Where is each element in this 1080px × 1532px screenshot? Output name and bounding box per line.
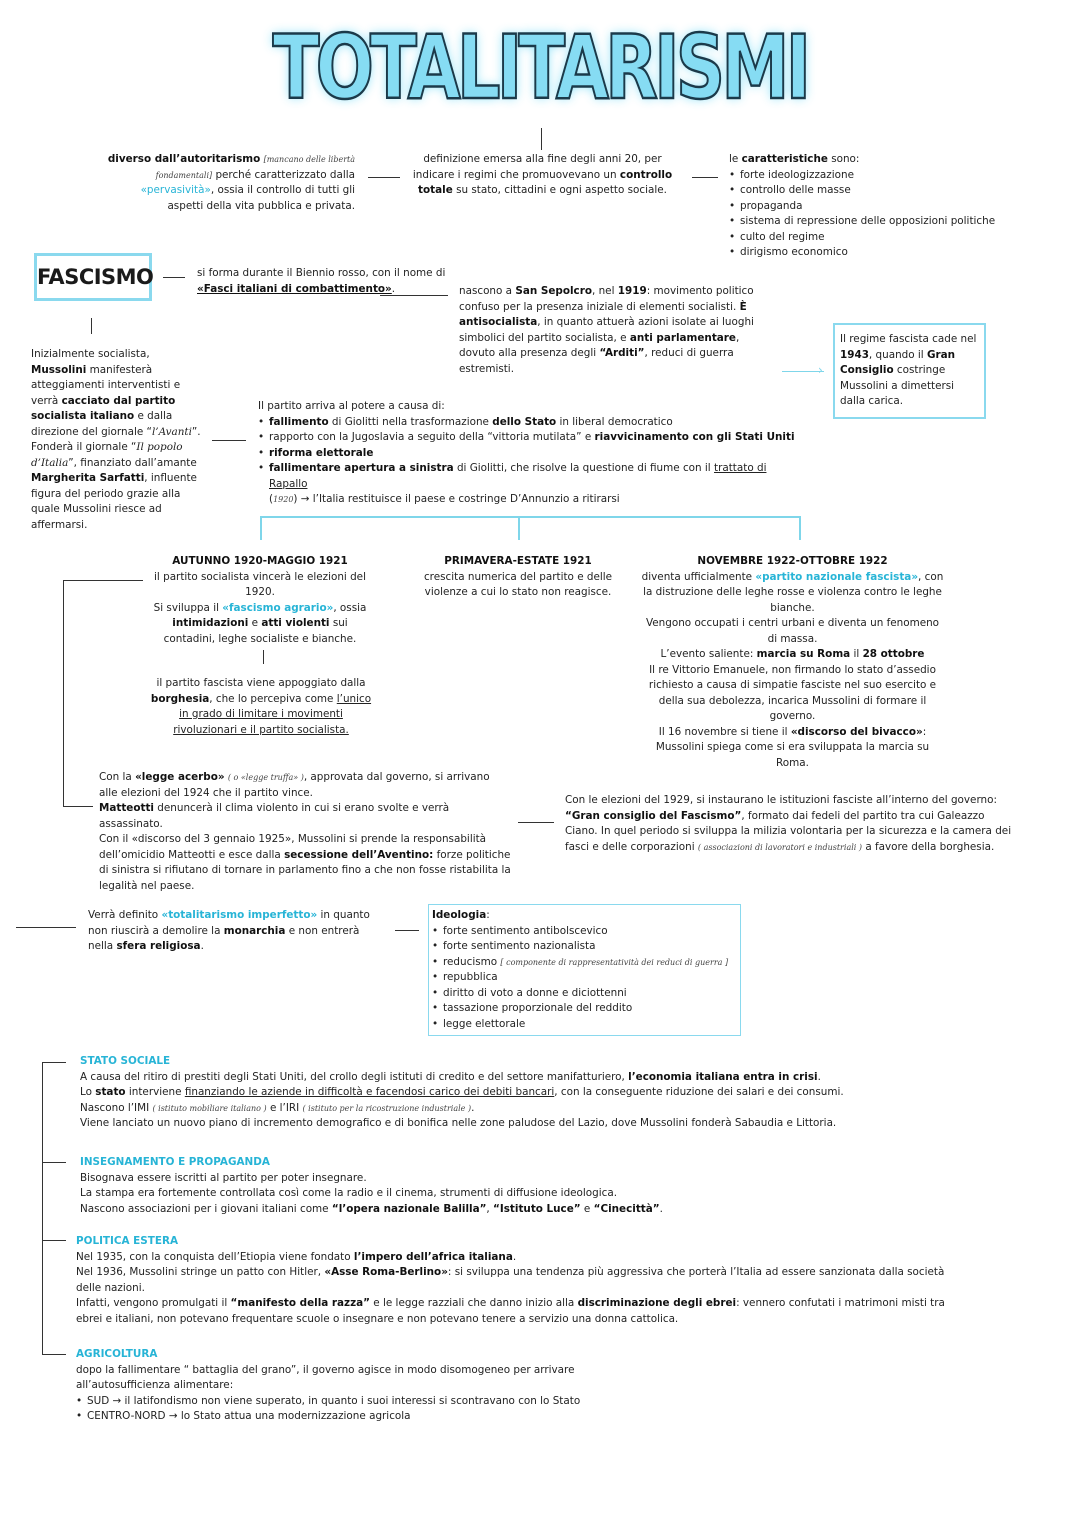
connector (692, 177, 718, 178)
list-item: • legge elettorale (432, 1017, 737, 1033)
period-header: AUTUNNO 1920-MAGGIO 1921 (172, 555, 348, 567)
list-item: • SUD → il latifondismo non viene superato, in quanto i suoi interessi si scontravano con lo Stato (76, 1394, 596, 1410)
section-agricoltura: AGRICOLTURA dopo la fallimentare “ battaglia del grano”, il governo agisce in modo disomogeneo per arrivare all’autosufficienza alimentare: • SUD → il latifondismo non viene superato, in quanto i suoi interessi si scontravano con lo Stato • CENTRO-NORD → lo Stato attua una modernizzazione agricola (76, 1347, 596, 1425)
bracket-line (799, 516, 801, 540)
list-item: • culto del regime (729, 230, 1029, 246)
ideologia-box: Ideologia: • forte sentimento antibolscevico • forte sentimento nazionalista • reducismo [ componente di rappresentatività dei reduci di guerra ] • repubblica • diritto di voto a donne e diciottenni • tassazione proporzionale del reddito • legge elettorale (428, 904, 741, 1036)
list-item: • riforma elettorale (258, 446, 798, 462)
bracket-line (518, 516, 520, 540)
power-causes: Il partito arriva al potere a causa di: • fallimento di Giolitti nella trasformazione dello Stato in liberal democratico • rapporto con la Jugoslavia a seguito della “vittoria mutilata” e riavvicinamento con gli Stati Uniti • riforma elettorale • fallimentare apertura a sinistra di Giolitti, che risolve la questione di fiume con il trattato di Rapallo (1920) → l’Italia restituisce il paese e costringe D’Annunzio a ritirarsi (258, 399, 798, 508)
connector (42, 1062, 66, 1063)
list-item: • fallimentare apertura a sinistra di Giolitti, che risolve la questione di fiume con il trattato di Rapallo (1920) → l’Italia restituisce il paese e costringe D’Annunzio a ritirarsi (258, 461, 798, 508)
sansepolcro-text: nascono a San Sepolcro, nel 1919: movimento politico confuso per la presenza iniziale di elementi socialisti. È antisocialista, in quanto attuerà azioni isolate ai luoghi simbolici del partito socialista, e anti parlamentare, dovuto alla presenza degli “Arditi”, reduci di guerra estremisti. (459, 285, 754, 375)
list-item: • dirigismo economico (729, 245, 1029, 261)
list-item: • tassazione proporzionale del reddito (432, 1001, 737, 1017)
period-header: PRIMAVERA-ESTATE 1921 (444, 555, 592, 567)
period-2: PRIMAVERA-ESTATE 1921 crescita numerica del partito e delle violenze a cui lo stato non reagisce. (418, 554, 618, 601)
section-title: POLITICA ESTERA (76, 1235, 178, 1247)
arrow-right-icon: › (818, 363, 823, 377)
period-1-support: il partito fascista viene appoggiato dalla borghesia, che lo percepiva come l’unico in grado di limitare i movimenti rivoluzionari e il partito socialista. (150, 677, 372, 736)
bracket-line (260, 516, 801, 518)
list-item: • CENTRO-NORD → lo Stato attua una modernizzazione agricola (76, 1409, 596, 1425)
section-title: STATO SOCIALE (80, 1055, 171, 1067)
section-title: AGRICOLTURA (76, 1348, 158, 1360)
list-item: • sistema di repressione delle opposizioni politiche (729, 214, 1029, 230)
period-header: NOVEMBRE 1922-OTTOBRE 1922 (697, 555, 888, 567)
list-item: • propaganda (729, 199, 1029, 215)
section-title: INSEGNAMENTO E PROPAGANDA (80, 1156, 270, 1168)
fascismo-origin: si forma durante il Biennio rosso, con il nome di «Fasci italiani di combattimento». (197, 267, 446, 295)
intro-right-list: le caratteristiche sono: • forte ideologizzazione • controllo delle masse • propaganda • sistema di repressione delle opposizioni politiche • culto del regime • dirigismo economico (729, 152, 1029, 261)
connector (63, 806, 93, 807)
intro-center-text: definizione emersa alla fine degli anni 20, per indicare i regimi che promuovevano un controllo totale su stato, cittadini e ogni aspetto sociale. (412, 153, 673, 196)
connector (212, 440, 246, 441)
section-spine (42, 1062, 43, 1354)
section-stato-sociale: STATO SOCIALE A causa del ritiro di prestiti degli Stati Uniti, del crollo degli istituti di credito e del settore manifatturiero, l’economia italiana entra in crisi. Lo stato interviene finanziando le aziende in difficoltà e facendosi carico dei debiti bancari, con la conseguente riduzione dei salari e dei consumi. Nascono l’IMI ( istituto mobiliare italiano ) e l’IRI ( istituto per la ricostruzione industriale ). Viene lanciato un nuovo piano di incremento demografico e di bonifica nelle zone paludose del Lazio, dove Mussolini fonderà Sabaudia e Littoria. (80, 1054, 1040, 1132)
list-item: • forte sentimento nazionalista (432, 939, 737, 955)
connector (380, 295, 448, 296)
list-item: • diritto di voto a donne e diciottenni (432, 986, 737, 1002)
connector (163, 277, 185, 278)
connector (63, 580, 143, 581)
list-item: • forte ideologizzazione (729, 168, 1029, 184)
connector (42, 1162, 66, 1163)
bracket-line (260, 516, 262, 540)
section-politica-estera: POLITICA ESTERA Nel 1935, con la conquista dell’Etiopia viene fondato l’impero dell’africa italiana. Nel 1936, Mussolini stringe un patto con Hitler, «Asse Roma-Berlino»: si sviluppa una tendenza più aggressiva che porterà l’Italia ad essere sanzionata dalla società delle nazioni. Infatti, vengono promulgati il “manifesto della razza” e le legge razziali che danno inizio alla discriminazione degli ebrei: vennero confutati i matrimoni misti tra ebrei e italiani, non potevano frequentare scuole o insegnare e non potevano tenere a servizio una donna cattolica. (76, 1234, 956, 1327)
period-1: AUTUNNO 1920-MAGGIO 1921 il partito socialista vincerà le elezioni del 1920. Si sviluppa il «fascismo agrario», ossia intimidazioni e atti violenti sui contadini, leghe socialiste e bianche. (150, 554, 370, 647)
list-item: • controllo delle masse (729, 183, 1029, 199)
list-item: • reducismo [ componente di rappresentatività dei reduci di guerra ] (432, 955, 737, 971)
connector (16, 927, 76, 928)
connector (541, 128, 542, 150)
list-item: • rapporto con la Jugoslavia a seguito della “vittoria mutilata” e riavvicinamento con gli Stati Uniti (258, 430, 798, 446)
connector (42, 1240, 66, 1241)
fall-box: Il regime fascista cade nel 1943, quando il Gran Consiglio costringe Mussolini a dimettersi dalla carica. (833, 323, 986, 419)
connector (91, 318, 92, 334)
elections-1929-text: Con le elezioni del 1929, si instaurano le istituzioni fasciste all’interno del governo: “Gran consiglio del Fascismo”, formato dai fedeli del partito tra cui Galeazzo Ciano. In quel periodo si sviluppa la milizia volontaria per la sicurezza e la camera dei fasci e delle corporazioni ( associazioni di lavoratori e industriali ) a favore della borghesia. (565, 794, 1012, 853)
connector (42, 1354, 66, 1355)
connector (518, 822, 554, 823)
list-item: • forte sentimento antibolscevico (432, 924, 737, 940)
imperfetto-text: Verrà definito «totalitarismo imperfetto» in quanto non riuscirà a demolire la monarchia e non entrerà nella sfera religiosa. (88, 909, 370, 952)
connector (395, 930, 419, 931)
intro-left-text: diverso dall’autoritarismo [mancano delle libertà fondamentali] perché caratterizzato dalla «pervasività», ossia il controllo di tutti gli aspetti della vita pubblica e privata. (107, 153, 355, 212)
connector (368, 177, 400, 178)
period-3: NOVEMBRE 1922-OTTOBRE 1922 diventa ufficialmente «partito nazionale fascista», con la distruzione delle leghe rosse e violenza contro le leghe bianche. Vengono occupati i centri urbani e diventa un fenomeno di massa. L’evento saliente: marcia su Roma il 28 ottobre Il re Vittorio Emanuele, non firmando lo stato d’assedio richiesto a causa di simpatie fasciste nel suo esercito e della sua debolezza, incarica Mussolini di formare il governo. Il 16 novembre si tiene il «discorso del bivacco»: Mussolini spiega come si era sviluppata la marcia su Roma. (641, 555, 944, 769)
fascismo-label: FASCISMO (34, 253, 152, 301)
list-item: • fallimento di Giolitti nella trasformazione dello Stato in liberal democratico (258, 415, 798, 431)
page-title: TOTALITARISMI (272, 16, 808, 119)
connector (263, 650, 264, 664)
acerbo-text: Con la «legge acerbo» ( o «legge truffa» ), approvata dal governo, si arrivano alle elezioni del 1924 che il partito vince. Matteotti denuncerà il clima violento in cui si erano svolte e verrà assassinato. Con il «discorso del 3 gennaio 1925», Mussolini si prende la responsabilità dell’omicidio Matteotti e esce dalla secessione dell’Aventino: forze politiche di sinistra si rifiutano di tornare in parlamento fino a che non fosse ristabilita la legalità nel paese. (99, 771, 511, 892)
mussolini-text: Inizialmente socialista, Mussolini manifesterà atteggiamenti interventisti e verrà cacciato dal partito socialista italiano e dalla direzione del giornale “l’Avanti”. Fonderà il giornale “Il popolo d’Italia”, finanziato dall’amante Margherita Sarfatti, influente figura del periodo grazie alla quale Mussolini riesce ad affermarsi. (31, 348, 201, 531)
list-item: • repubblica (432, 970, 737, 986)
section-propaganda: INSEGNAMENTO E PROPAGANDA Bisognava essere iscritti al partito per poter insegnare. La stampa era fortemente controllata così come la radio e il cinema, strumenti di diffusione ideologica. Nascono associazioni per i giovani italiani come “l’opera nazionale Balilla”, “Istituto Luce” e “Cinecittà”. (80, 1155, 1040, 1217)
connector (63, 580, 64, 807)
